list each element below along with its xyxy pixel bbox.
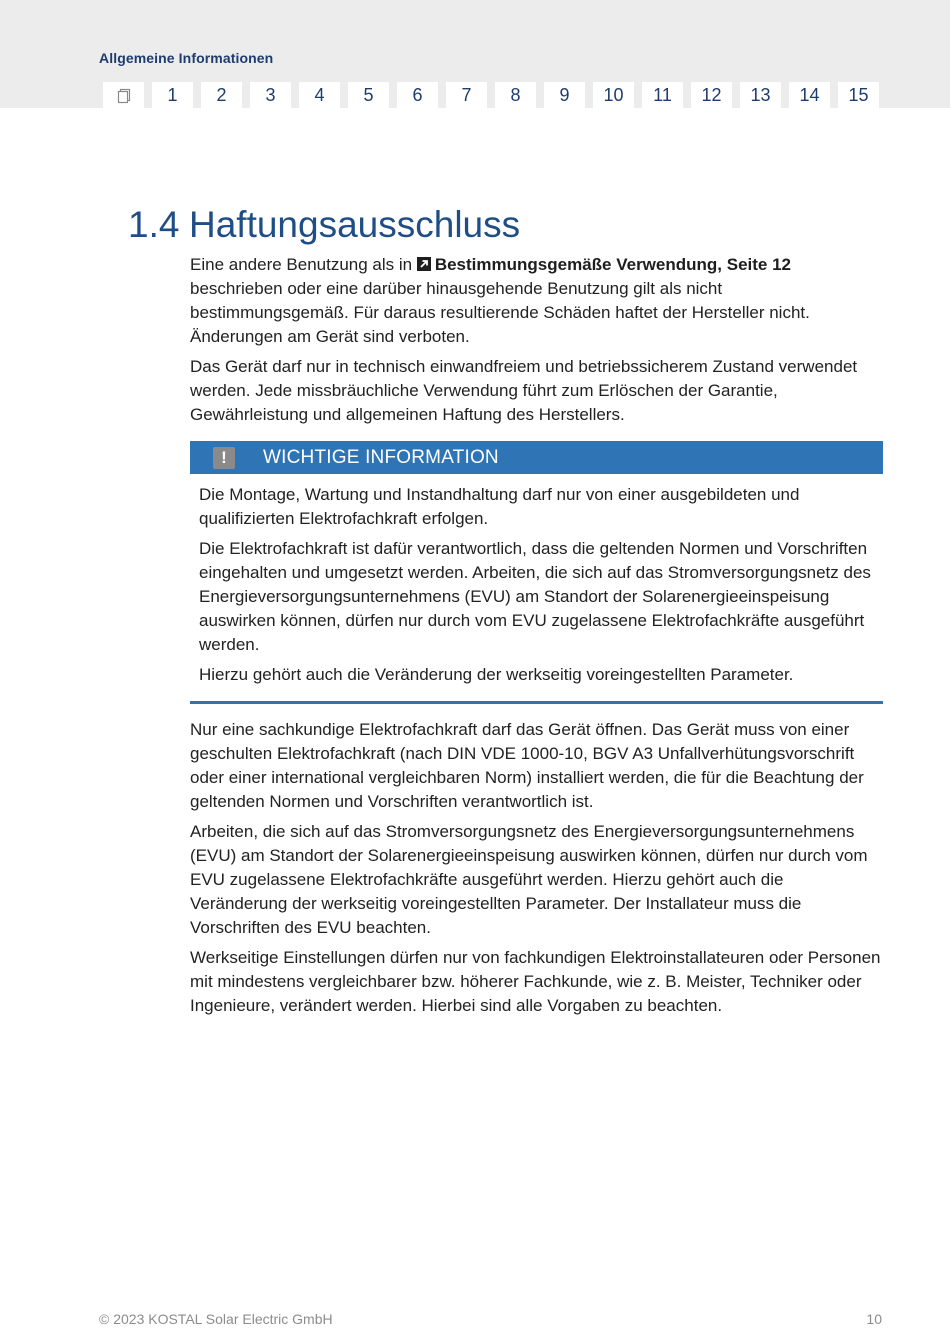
tab-chapter-6[interactable]: 6 [397,82,438,109]
tab-table-of-contents[interactable] [103,82,144,109]
chapter-tabs [103,82,879,109]
footer-copyright: © 2023 KOSTAL Solar Electric GmbH [99,1311,333,1327]
tab-chapter-2[interactable]: 2 [201,82,242,109]
info-box-body [190,474,883,704]
important-info-box [190,441,883,704]
cross-reference-link[interactable]: Bestimmungsgemäße Verwendung, Seite 12 [434,255,791,274]
tab-chapter-14[interactable]: 14 [789,82,830,109]
tab-chapter-9[interactable]: 9 [544,82,585,109]
info-paragraph-3: Hierzu gehört auch die Veränderung der werkseitig voreingestellten Parameter. [199,665,794,684]
body-paragraph-2: Arbeiten, die sich auf das Stromversorgungsnetz des Energieversorgungsunternehmens (EVU) am Standort der Solarenergieeinspeisung auswirken können, dürfen nur durch vom EVU zugelassene Elektrofachkräfte ausgeführt werden. Hierzu gehört auch die Veränderung der werkseitig voreingestellten Parameter. Der Installateur muss die Vorschriften des EVU beachten. [190,822,868,937]
tab-chapter-4[interactable]: 4 [299,82,340,109]
info-box-header [190,441,883,474]
tab-chapter-8[interactable]: 8 [495,82,536,109]
intro-paragraph-2: Das Gerät darf nur in technisch einwandfreiem und betriebssicherem Zustand verwendet werden. Jede missbräuchliche Verwendung führt zum Erlöschen der Garantie, Gewährleistung und allgemeinen Haftung des Herstellers. [190,357,858,424]
intro-text-after-link: beschrieben oder eine darüber hinausgehende Benutzung gilt als nicht bestimmungsgemäß. Für daraus resultierende Schäden haftet der Hersteller nicht. Änderungen am Gerät sind verboten. [190,279,810,346]
exclamation-icon: ! [213,447,235,469]
body-paragraph-1: Nur eine sachkundige Elektrofachkraft darf das Gerät öffnen. Das Gerät muss von einer geschulten Elektrofachkraft (nach DIN VDE 1000-10, BGV A3 Unfallverhütungsvorschrift oder einer international vergleichbaren Norm) installiert werden, die für die Beachtung der geltenden Normen und Vorschriften verantwortlich ist. [190,720,864,811]
info-box-title: WICHTIGE INFORMATION [263,446,499,468]
pages-icon [116,88,132,104]
body-paragraph-3: Werkseitige Einstellungen dürfen nur von fachkundigen Elektroinstallateuren oder Personen mit mindestens vergleichbarer bzw. höherer Fachkunde, wie z. B. Meister, Techniker oder Ingenieure, verändert werden. Hierbei sind alle Vorgaben zu beachten. [190,948,881,1015]
tab-chapter-15[interactable]: 15 [838,82,879,109]
footer-page-number: 10 [866,1311,882,1327]
section-label: Allgemeine Informationen [99,50,274,66]
tab-chapter-11[interactable]: 11 [642,82,683,109]
tab-chapter-3[interactable]: 3 [250,82,291,109]
section-title: Haftungsausschluss [189,204,521,245]
tab-chapter-10[interactable]: 10 [593,82,634,109]
main-content [190,253,883,1024]
section-heading [128,204,520,246]
tab-chapter-12[interactable]: 12 [691,82,732,109]
info-paragraph-1: Die Montage, Wartung und Instandhaltung darf nur von einer ausgebildeten und qualifizierten Elektrofachkraft erfolgen. [199,485,800,528]
section-number: 1.4 [128,204,180,245]
cross-reference-arrow-icon [417,257,431,271]
tab-chapter-13[interactable]: 13 [740,82,781,109]
tab-chapter-5[interactable]: 5 [348,82,389,109]
intro-text-before-link: Eine andere Benutzung als in [190,255,417,274]
tab-chapter-7[interactable]: 7 [446,82,487,109]
info-paragraph-2: Die Elektrofachkraft ist dafür verantwortlich, dass die geltenden Normen und Vorschriften eingehalten und umgesetzt werden. Arbeiten, die sich auf das Stromversorgungsnetz des Energieversorgungsunternehmens (EVU) am Standort der Solarenergieeinspeisung auswirken können, dürfen nur durch vom EVU zugelassene Elektrofachkräfte ausgeführt werden. [199,539,871,654]
tab-chapter-1[interactable]: 1 [152,82,193,109]
intro-paragraph-1 [190,253,883,349]
